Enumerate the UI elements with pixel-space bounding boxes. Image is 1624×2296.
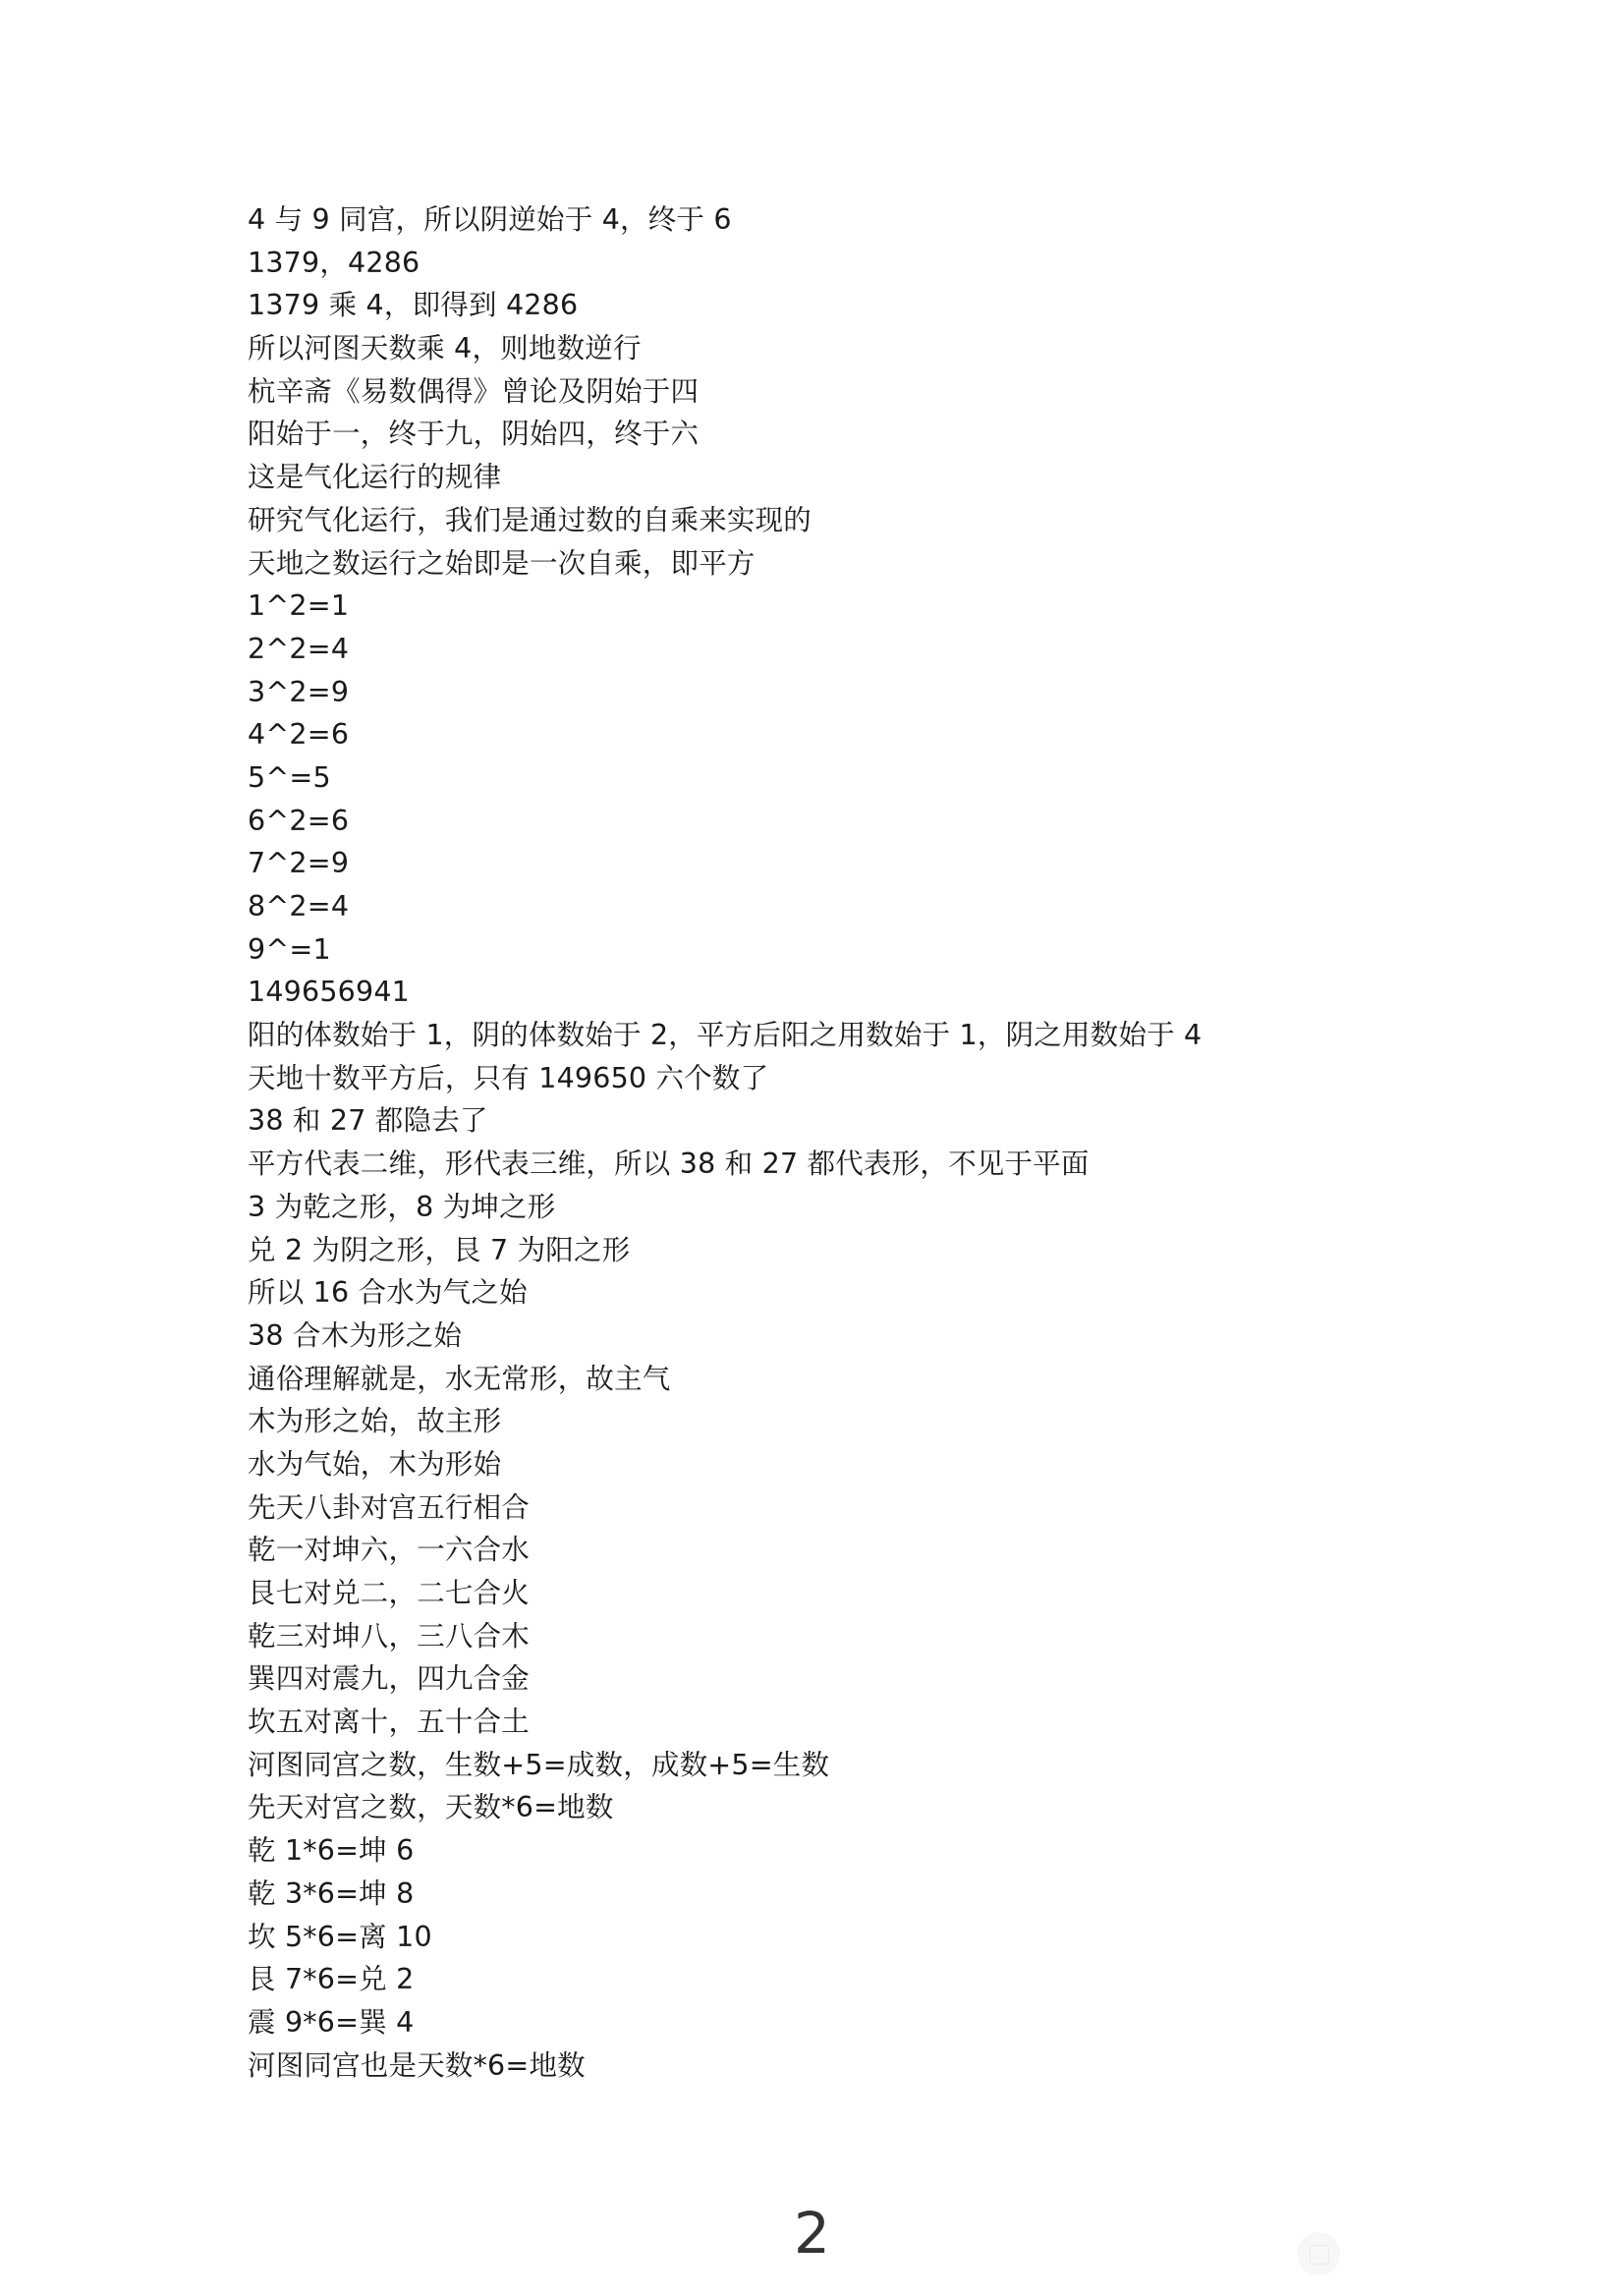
text-line: 先天八卦对宫五行相合 bbox=[248, 1490, 531, 1524]
text-line: 4^2=6 bbox=[248, 718, 350, 752]
text-line: 乾三对坤八，三八合木 bbox=[248, 1619, 531, 1652]
body-text bbox=[248, 198, 1427, 2087]
text-line: 艮七对兑二，二七合火 bbox=[248, 1577, 531, 1609]
text-line: 所以河图天数乘 4，则地数逆行 bbox=[248, 332, 642, 365]
text-line: 天地之数运行之始即是一次自乘，即平方 bbox=[248, 546, 756, 580]
watermark-icon bbox=[1297, 2232, 1340, 2275]
text-line: 1379 乘 4，即得到 4286 bbox=[248, 289, 579, 322]
text-line: 6^2=6 bbox=[248, 804, 350, 837]
text-line: 所以 16 合水为气之始 bbox=[248, 1276, 528, 1310]
text-line: 3^2=9 bbox=[248, 675, 350, 708]
text-line: 149656941 bbox=[248, 976, 410, 1009]
text-line: 5^=5 bbox=[248, 760, 331, 794]
text-line: 38 和 27 都隐去了 bbox=[248, 1104, 488, 1138]
text-line: 38 合木为形之始 bbox=[248, 1318, 463, 1352]
text-line: 7^2=9 bbox=[248, 847, 350, 880]
text-line: 天地十数平方后，只有 149650 六个数了 bbox=[248, 1061, 769, 1094]
text-line: 阳始于一，终于九，阴始四，终于六 bbox=[248, 418, 700, 451]
page-number: 2 bbox=[794, 2200, 830, 2267]
text-line: 乾一对坤六，一六合水 bbox=[248, 1534, 531, 1567]
text-line: 乾 1*6=坤 6 bbox=[248, 1834, 415, 1868]
text-line: 1379，4286 bbox=[248, 246, 420, 279]
text-line: 阳的体数始于 1，阴的体数始于 2，平方后阳之用数始于 1，阴之用数始于 4 bbox=[248, 1019, 1203, 1052]
text-line: 水为气始，木为形始 bbox=[248, 1447, 502, 1481]
text-line: 8^2=4 bbox=[248, 890, 350, 923]
text-line: 杭辛斋《易数偶得》曾论及阴始于四 bbox=[248, 374, 700, 408]
text-line: 这是气化运行的规律 bbox=[248, 461, 502, 494]
text-line: 兑 2 为阴之形，艮 7 为阳之形 bbox=[248, 1233, 631, 1266]
text-line: 河图同宫也是天数*6=地数 bbox=[248, 2048, 586, 2082]
text-line: 木为形之始，故主形 bbox=[248, 1405, 502, 1438]
text-line: 平方代表二维，形代表三维，所以 38 和 27 都代表形，不见于平面 bbox=[248, 1148, 1090, 1181]
text-line: 9^=1 bbox=[248, 932, 331, 966]
text-line: 1^2=1 bbox=[248, 589, 350, 623]
watermark-icon-inner bbox=[1310, 2245, 1329, 2265]
text-line: 震 9*6=巽 4 bbox=[248, 2005, 415, 2039]
text-line: 2^2=4 bbox=[248, 632, 350, 665]
text-line: 坎 5*6=离 10 bbox=[248, 1920, 432, 1953]
text-line: 坎五对离十，五十合土 bbox=[248, 1706, 531, 1739]
text-line: 通俗理解就是，水无常形，故主气 bbox=[248, 1362, 671, 1395]
text-line: 乾 3*6=坤 8 bbox=[248, 1876, 415, 1910]
text-line: 3 为乾之形，8 为坤之形 bbox=[248, 1190, 556, 1223]
text-line: 4 与 9 同宫，所以阴逆始于 4，终于 6 bbox=[248, 203, 732, 236]
text-line: 巽四对震九，四九合金 bbox=[248, 1662, 531, 1696]
text-line: 艮 7*6=兑 2 bbox=[248, 1963, 415, 1996]
text-line: 河图同宫之数，生数+5=成数，成数+5=生数 bbox=[248, 1748, 830, 1781]
text-line: 先天对宫之数，天数*6=地数 bbox=[248, 1791, 614, 1824]
text-line: 研究气化运行，我们是通过数的自乘来实现的 bbox=[248, 503, 812, 536]
